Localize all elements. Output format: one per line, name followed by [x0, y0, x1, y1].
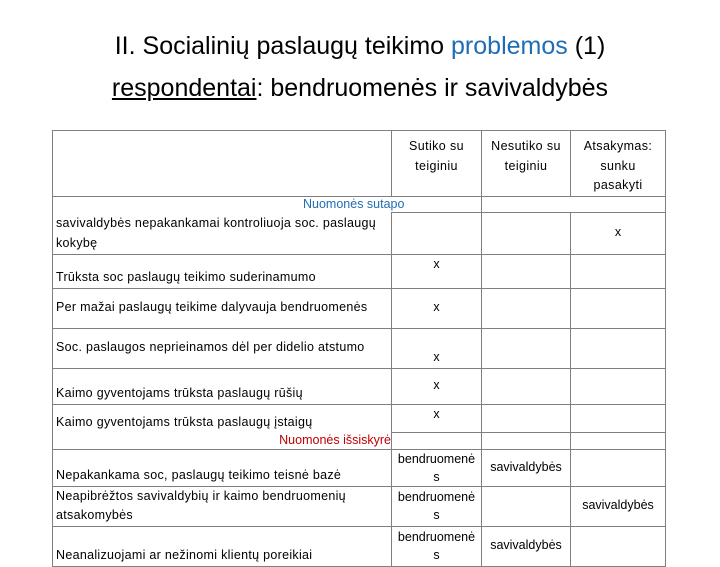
table-row — [53, 368, 666, 404]
section-row-differ — [53, 432, 666, 449]
cell-agree: x — [392, 288, 482, 328]
cell-disagree — [482, 288, 571, 328]
header-disagree: Nesutiko su teiginiu — [482, 131, 571, 197]
cell-agree: bendruomenės — [392, 449, 482, 486]
row-label: Kaimo gyventojams trūksta paslaugų įstaigų — [53, 404, 392, 432]
row-label: Neanalizuojami ar nežinomi klientų poreikiai — [53, 526, 392, 566]
cell-agree: bendruomenės — [392, 526, 482, 566]
table-row — [53, 486, 666, 526]
table-row — [53, 328, 666, 368]
cell-hard — [571, 526, 666, 566]
cell-hard: x — [571, 212, 666, 254]
header-agree: Sutiko su teiginiu — [392, 131, 482, 197]
cell-hard — [571, 368, 666, 404]
section-differ-pad — [392, 432, 482, 449]
problems-table — [52, 130, 666, 567]
cell-disagree — [482, 254, 571, 288]
section-differ-pad — [571, 432, 666, 449]
title-highlight: problemos — [451, 32, 568, 60]
cell-hard — [571, 404, 666, 432]
slide-title — [0, 32, 720, 61]
cell-hard — [571, 449, 666, 486]
section-differ-label: Nuomonės išsiskyrė — [53, 432, 392, 449]
cell-agree: x — [392, 328, 482, 368]
cell-agree: bendruomenės — [392, 486, 482, 526]
header-empty — [53, 131, 392, 197]
table-row — [53, 449, 666, 486]
section-row-agree — [53, 196, 666, 212]
subtitle-underlined: respondentai — [111, 74, 257, 102]
header-hard: Atsakymas: sunku pasakyti — [571, 131, 666, 197]
title-prefix: II. Socialinių paslaugų teikimo — [114, 32, 452, 60]
table-row — [53, 212, 666, 254]
row-label: savivaldybės nepakankamai kontroliuoja soc. paslaugų kokybę — [53, 212, 392, 254]
table-row — [53, 288, 666, 328]
slide-subtitle — [0, 74, 720, 103]
section-differ-pad — [482, 432, 571, 449]
cell-disagree — [482, 368, 571, 404]
cell-hard — [571, 254, 666, 288]
title-suffix: (1) — [567, 32, 606, 60]
cell-disagree — [482, 212, 571, 254]
cell-hard — [571, 288, 666, 328]
cell-agree — [392, 212, 482, 254]
cell-disagree — [482, 328, 571, 368]
cell-disagree: savivaldybės — [482, 449, 571, 486]
cell-disagree: savivaldybės — [482, 526, 571, 566]
row-label: Soc. paslaugos neprieinamos dėl per didelio atstumo — [53, 328, 392, 368]
table-row — [53, 526, 666, 566]
row-label: Kaimo gyventojams trūksta paslaugų rūšių — [53, 368, 392, 404]
header-row — [53, 131, 666, 197]
section-agree-pad — [482, 196, 666, 212]
table-row — [53, 404, 666, 432]
row-label: Neapibrėžtos savivaldybių ir kaimo bendruomenių atsakomybės — [53, 486, 392, 526]
row-label: Trūksta soc paslaugų teikimo suderinamumo — [53, 254, 392, 288]
cell-agree: x — [392, 254, 482, 288]
cell-hard: savivaldybės — [571, 486, 666, 526]
cell-agree: x — [392, 368, 482, 404]
cell-hard — [571, 328, 666, 368]
cell-agree: x — [392, 404, 482, 432]
row-label: Nepakankama soc, paslaugų teikimo teisnė bazė — [53, 449, 392, 486]
table-row — [53, 254, 666, 288]
cell-disagree — [482, 486, 571, 526]
section-agree-label: Nuomonės sutapo — [53, 196, 482, 212]
cell-disagree — [482, 404, 571, 432]
subtitle-rest: : bendruomenės ir savivaldybės — [256, 74, 609, 102]
row-label: Per mažai paslaugų teikime dalyvauja bendruomenės — [53, 288, 392, 328]
